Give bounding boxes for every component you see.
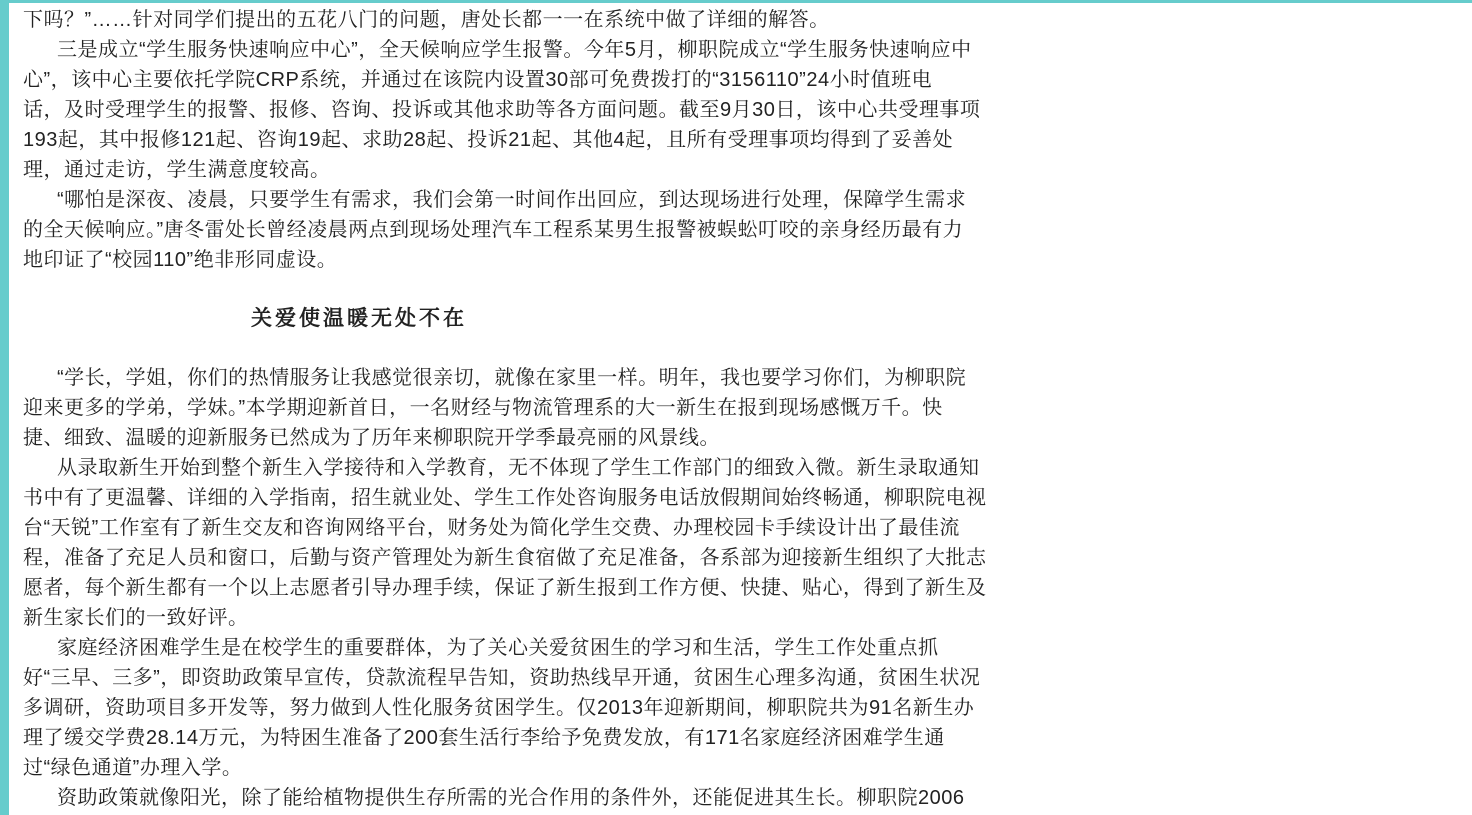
text-line: 资助政策就像阳光，除了能给植物提供生存所需的光合作用的条件外，还能促进其生长。柳职院2006: [57, 787, 965, 809]
text-line: 捷、细致、温暖的迎新服务已然成为了历年来柳职院开学季最亮丽的风景线。: [23, 427, 720, 449]
text-line: 理，通过走访，学生满意度较高。: [23, 159, 331, 181]
text-line: 多调研，资助项目多开发等，努力做到人性化服务贫困学生。仅2013年迎新期间，柳职院共为91名新生办: [23, 697, 975, 719]
text-line: 愿者，每个新生都有一个以上志愿者引导办理手续，保证了新生报到工作方便、快捷、贴心，得到了新生及: [23, 577, 987, 599]
article-content: [23, 5, 1133, 813]
text-line: 新生家长们的一致好评。: [23, 607, 249, 629]
text-line: 从录取新生开始到整个新生入学接待和入学教育，无不体现了学生工作部门的细致入微。新生录取通知: [57, 457, 980, 479]
text-line: 理了缓交学费28.14万元，为特困生准备了200套生活行李给予免费发放，有171名家庭经济困难学生通: [23, 727, 945, 749]
text-line: 过“绿色通道”办理入学。: [23, 757, 243, 779]
text-line: 话，及时受理学生的报警、报修、咨询、投诉或其他求助等各方面问题。截至9月30日，该中心共受理事项: [23, 99, 981, 121]
text-line: “哪怕是深夜、凌晨，只要学生有需求，我们会第一时间作出回应，到达现场进行处理，保障学生需求: [57, 189, 967, 211]
text-line: 三是成立“学生服务快速响应中心”，全天候响应学生报警。今年5月，柳职院成立“学生服务快速响应中: [57, 39, 972, 61]
text-line: 的全天候响应。”唐冬雷处长曾经凌晨两点到现场处理汽车工程系某男生报警被蜈蚣叮咬的亲身经历最有力: [23, 219, 964, 241]
left-accent-strip: [0, 3, 9, 815]
text-line: 书中有了更温馨、详细的入学指南，招生就业处、学生工作处咨询服务电话放假期间始终畅通，柳职院电视: [23, 487, 987, 509]
text-line: “学长，学姐，你们的热情服务让我感觉很亲切，就像在家里一样。明年，我也要学习你们，为柳职院: [57, 367, 967, 389]
top-accent-border: [0, 0, 1472, 3]
text-line: 台“天锐”工作室有了新生交友和咨询网络平台，财务处为简化学生交费、办理校园卡手续设计出了最佳流: [23, 517, 960, 539]
text-line: 迎来更多的学弟，学妹。”本学期迎新首日，一名财经与物流管理系的大一新生在报到现场感慨万千。快: [23, 397, 943, 419]
text-line: 193起，其中报修121起、咨询19起、求助28起、投诉21起、其他4起，且所有受理事项均得到了妥善处: [23, 129, 954, 151]
section-heading: 关爱使温暖无处不在: [251, 306, 467, 330]
text-line: 地印证了“校园110”绝非形同虚设。: [23, 249, 338, 271]
text-line: 好“三早、三多”，即资助政策早宣传，贷款流程早告知，资助热线早开通，贫困生心理多沟通，贫困生状况: [23, 667, 981, 689]
text-line: 下吗？”……针对同学们提出的五花八门的问题，唐处长都一一在系统中做了详细的解答。: [23, 9, 830, 31]
text-line: 心”，该中心主要依托学院CRP系统，并通过在该院内设置30部可免费拨打的“3156110”24小时值班电: [23, 69, 933, 91]
text-line: 程，准备了充足人员和窗口，后勤与资产管理处为新生食宿做了充足准备，各系部为迎接新生组织了大批志: [23, 547, 987, 569]
text-line: 家庭经济困难学生是在校学生的重要群体，为了关心关爱贫困生的学习和生活，学生工作处重点抓: [57, 637, 939, 659]
